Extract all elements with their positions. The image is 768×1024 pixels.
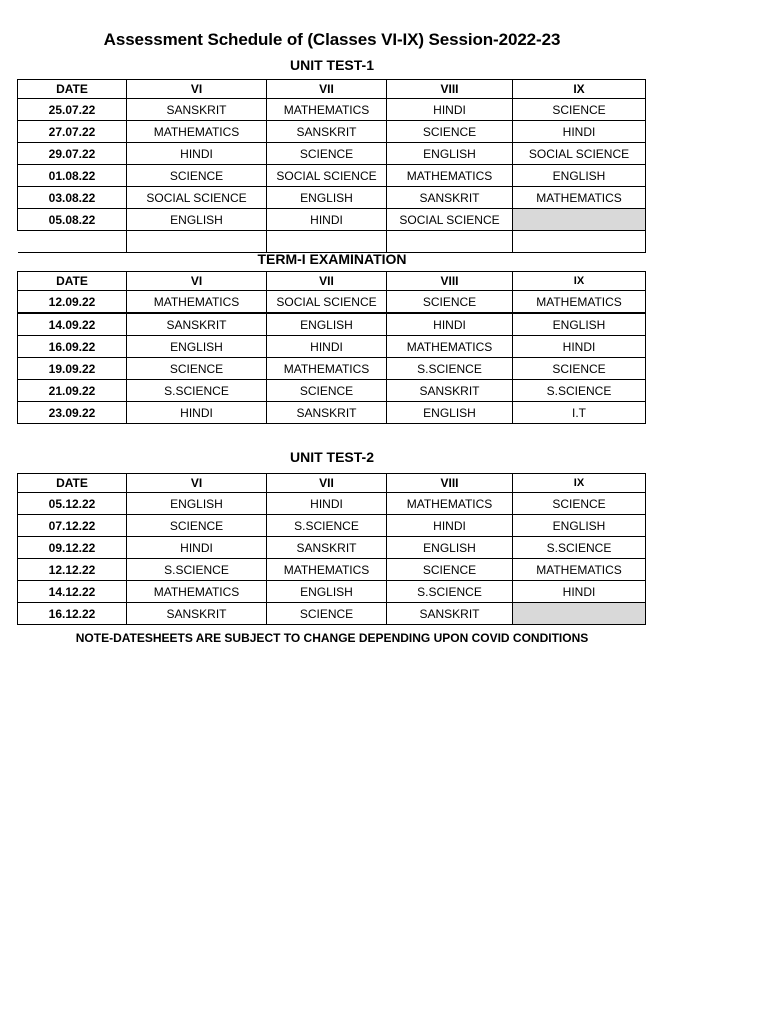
subject-cell: SCIENCE	[127, 165, 267, 187]
subject-cell: HINDI	[127, 402, 267, 424]
subject-cell: SOCIAL SCIENCE	[267, 165, 387, 187]
subject-cell: S.SCIENCE	[387, 581, 513, 603]
table-row	[18, 515, 646, 537]
unit-test-1-heading: UNIT TEST-1	[289, 57, 374, 73]
subject-cell: SOCIAL SCIENCE	[387, 209, 513, 231]
subject-cell: MATHEMATICS	[387, 336, 513, 358]
date-cell: 07.12.22	[18, 515, 127, 537]
empty-cell	[513, 209, 646, 231]
page-title: Assessment Schedule of (Classes VI-IX) Session-2022-23	[103, 30, 561, 49]
subject-cell: MATHEMATICS	[513, 187, 646, 209]
subject-cell: SCIENCE	[513, 493, 646, 515]
empty-cell	[513, 603, 646, 625]
subject-cell: SANSKRIT	[387, 187, 513, 209]
table-row	[18, 165, 646, 187]
table-row	[18, 402, 646, 424]
subject-cell: SOCIAL SCIENCE	[267, 291, 387, 314]
subject-cell: SANSKRIT	[387, 603, 513, 625]
subject-cell: SANSKRIT	[387, 380, 513, 402]
empty-cell	[18, 231, 127, 253]
table-row	[18, 143, 646, 165]
subject-cell: I.T	[513, 402, 646, 424]
term-1-heading: TERM-I EXAMINATION	[257, 251, 407, 267]
table-header-row	[18, 474, 646, 493]
table-row	[18, 380, 646, 402]
table-row	[18, 209, 646, 231]
date-cell: 01.08.22	[18, 165, 127, 187]
column-header-date: DATE	[18, 474, 127, 493]
date-cell: 16.09.22	[18, 336, 127, 358]
date-cell: 03.08.22	[18, 187, 127, 209]
subject-cell: ENGLISH	[513, 313, 646, 336]
column-header-date: DATE	[18, 272, 127, 291]
subject-cell: SCIENCE	[127, 358, 267, 380]
subject-cell: S.SCIENCE	[513, 537, 646, 559]
unit-test-2-table	[17, 473, 646, 625]
subject-cell: SCIENCE	[387, 121, 513, 143]
subject-cell: MATHEMATICS	[267, 559, 387, 581]
subject-cell: HINDI	[127, 143, 267, 165]
date-cell: 05.12.22	[18, 493, 127, 515]
table-row	[18, 187, 646, 209]
empty-cell	[267, 231, 387, 253]
column-header-ix: IX	[513, 272, 646, 291]
subject-cell: S.SCIENCE	[387, 358, 513, 380]
column-header-vi: VI	[127, 474, 267, 493]
table-row	[18, 121, 646, 143]
date-cell: 09.12.22	[18, 537, 127, 559]
subject-cell: SANSKRIT	[127, 99, 267, 121]
date-cell: 14.09.22	[18, 313, 127, 336]
table-header-row	[18, 272, 646, 291]
subject-cell: SCIENCE	[267, 380, 387, 402]
subject-cell: SCIENCE	[387, 559, 513, 581]
covid-note: NOTE-DATESHEETS ARE SUBJECT TO CHANGE DEPENDING UPON COVID CONDITIONS	[75, 631, 589, 645]
column-header-date: DATE	[18, 80, 127, 99]
subject-cell: SCIENCE	[267, 143, 387, 165]
subject-cell: ENGLISH	[513, 165, 646, 187]
unit-test-2-heading: UNIT TEST-2	[289, 449, 374, 465]
date-cell: 21.09.22	[18, 380, 127, 402]
date-cell: 25.07.22	[18, 99, 127, 121]
subject-cell: MATHEMATICS	[127, 581, 267, 603]
date-cell: 29.07.22	[18, 143, 127, 165]
subject-cell: ENGLISH	[267, 187, 387, 209]
table-row	[18, 313, 646, 336]
subject-cell: HINDI	[267, 209, 387, 231]
column-header-ix: IX	[513, 474, 646, 493]
subject-cell: ENGLISH	[127, 209, 267, 231]
subject-cell: MATHEMATICS	[127, 291, 267, 314]
subject-cell: ENGLISH	[127, 336, 267, 358]
table-row	[18, 603, 646, 625]
subject-cell: HINDI	[513, 581, 646, 603]
empty-cell	[127, 231, 267, 253]
column-header-vi: VI	[127, 80, 267, 99]
subject-cell: ENGLISH	[127, 493, 267, 515]
table-row	[18, 358, 646, 380]
subject-cell: SANSKRIT	[267, 402, 387, 424]
subject-cell: HINDI	[513, 121, 646, 143]
subject-cell: S.SCIENCE	[127, 380, 267, 402]
subject-cell: SOCIAL SCIENCE	[127, 187, 267, 209]
term-1-table	[17, 271, 646, 424]
subject-cell: MATHEMATICS	[267, 358, 387, 380]
subject-cell: SANSKRIT	[127, 313, 267, 336]
subject-cell: HINDI	[387, 313, 513, 336]
subject-cell: ENGLISH	[267, 313, 387, 336]
subject-cell: ENGLISH	[387, 537, 513, 559]
date-cell: 05.08.22	[18, 209, 127, 231]
table-header-row	[18, 80, 646, 99]
subject-cell: ENGLISH	[267, 581, 387, 603]
subject-cell: SANSKRIT	[127, 603, 267, 625]
column-header-vii: VII	[267, 474, 387, 493]
column-header-vii: VII	[267, 272, 387, 291]
subject-cell: ENGLISH	[387, 402, 513, 424]
subject-cell: MATHEMATICS	[127, 121, 267, 143]
subject-cell: SOCIAL SCIENCE	[513, 143, 646, 165]
column-header-viii: VIII	[387, 80, 513, 99]
subject-cell: ENGLISH	[513, 515, 646, 537]
subject-cell: SCIENCE	[267, 603, 387, 625]
date-cell: 23.09.22	[18, 402, 127, 424]
unit-test-1-table	[17, 79, 646, 253]
column-header-vi: VI	[127, 272, 267, 291]
empty-cell	[387, 231, 513, 253]
table-row	[18, 291, 646, 314]
subject-cell: SCIENCE	[513, 99, 646, 121]
subject-cell: SANSKRIT	[267, 537, 387, 559]
table-row	[18, 537, 646, 559]
subject-cell: HINDI	[387, 515, 513, 537]
table-row	[18, 559, 646, 581]
subject-cell: SCIENCE	[127, 515, 267, 537]
date-cell: 12.09.22	[18, 291, 127, 314]
table-row	[18, 336, 646, 358]
column-header-ix: IX	[513, 80, 646, 99]
subject-cell: HINDI	[387, 99, 513, 121]
empty-row	[18, 231, 646, 253]
subject-cell: S.SCIENCE	[127, 559, 267, 581]
subject-cell: S.SCIENCE	[267, 515, 387, 537]
empty-cell	[513, 231, 646, 253]
subject-cell: SCIENCE	[387, 291, 513, 314]
subject-cell: HINDI	[513, 336, 646, 358]
subject-cell: SCIENCE	[513, 358, 646, 380]
date-cell: 27.07.22	[18, 121, 127, 143]
subject-cell: MATHEMATICS	[267, 99, 387, 121]
subject-cell: MATHEMATICS	[513, 559, 646, 581]
subject-cell: MATHEMATICS	[387, 493, 513, 515]
subject-cell: HINDI	[267, 336, 387, 358]
subject-cell: HINDI	[127, 537, 267, 559]
subject-cell: SANSKRIT	[267, 121, 387, 143]
table-row	[18, 99, 646, 121]
table-row	[18, 493, 646, 515]
date-cell: 14.12.22	[18, 581, 127, 603]
date-cell: 16.12.22	[18, 603, 127, 625]
column-header-viii: VIII	[387, 272, 513, 291]
column-header-viii: VIII	[387, 474, 513, 493]
subject-cell: MATHEMATICS	[513, 291, 646, 314]
subject-cell: MATHEMATICS	[387, 165, 513, 187]
table-row	[18, 581, 646, 603]
subject-cell: HINDI	[267, 493, 387, 515]
subject-cell: ENGLISH	[387, 143, 513, 165]
date-cell: 19.09.22	[18, 358, 127, 380]
column-header-vii: VII	[267, 80, 387, 99]
subject-cell: S.SCIENCE	[513, 380, 646, 402]
date-cell: 12.12.22	[18, 559, 127, 581]
